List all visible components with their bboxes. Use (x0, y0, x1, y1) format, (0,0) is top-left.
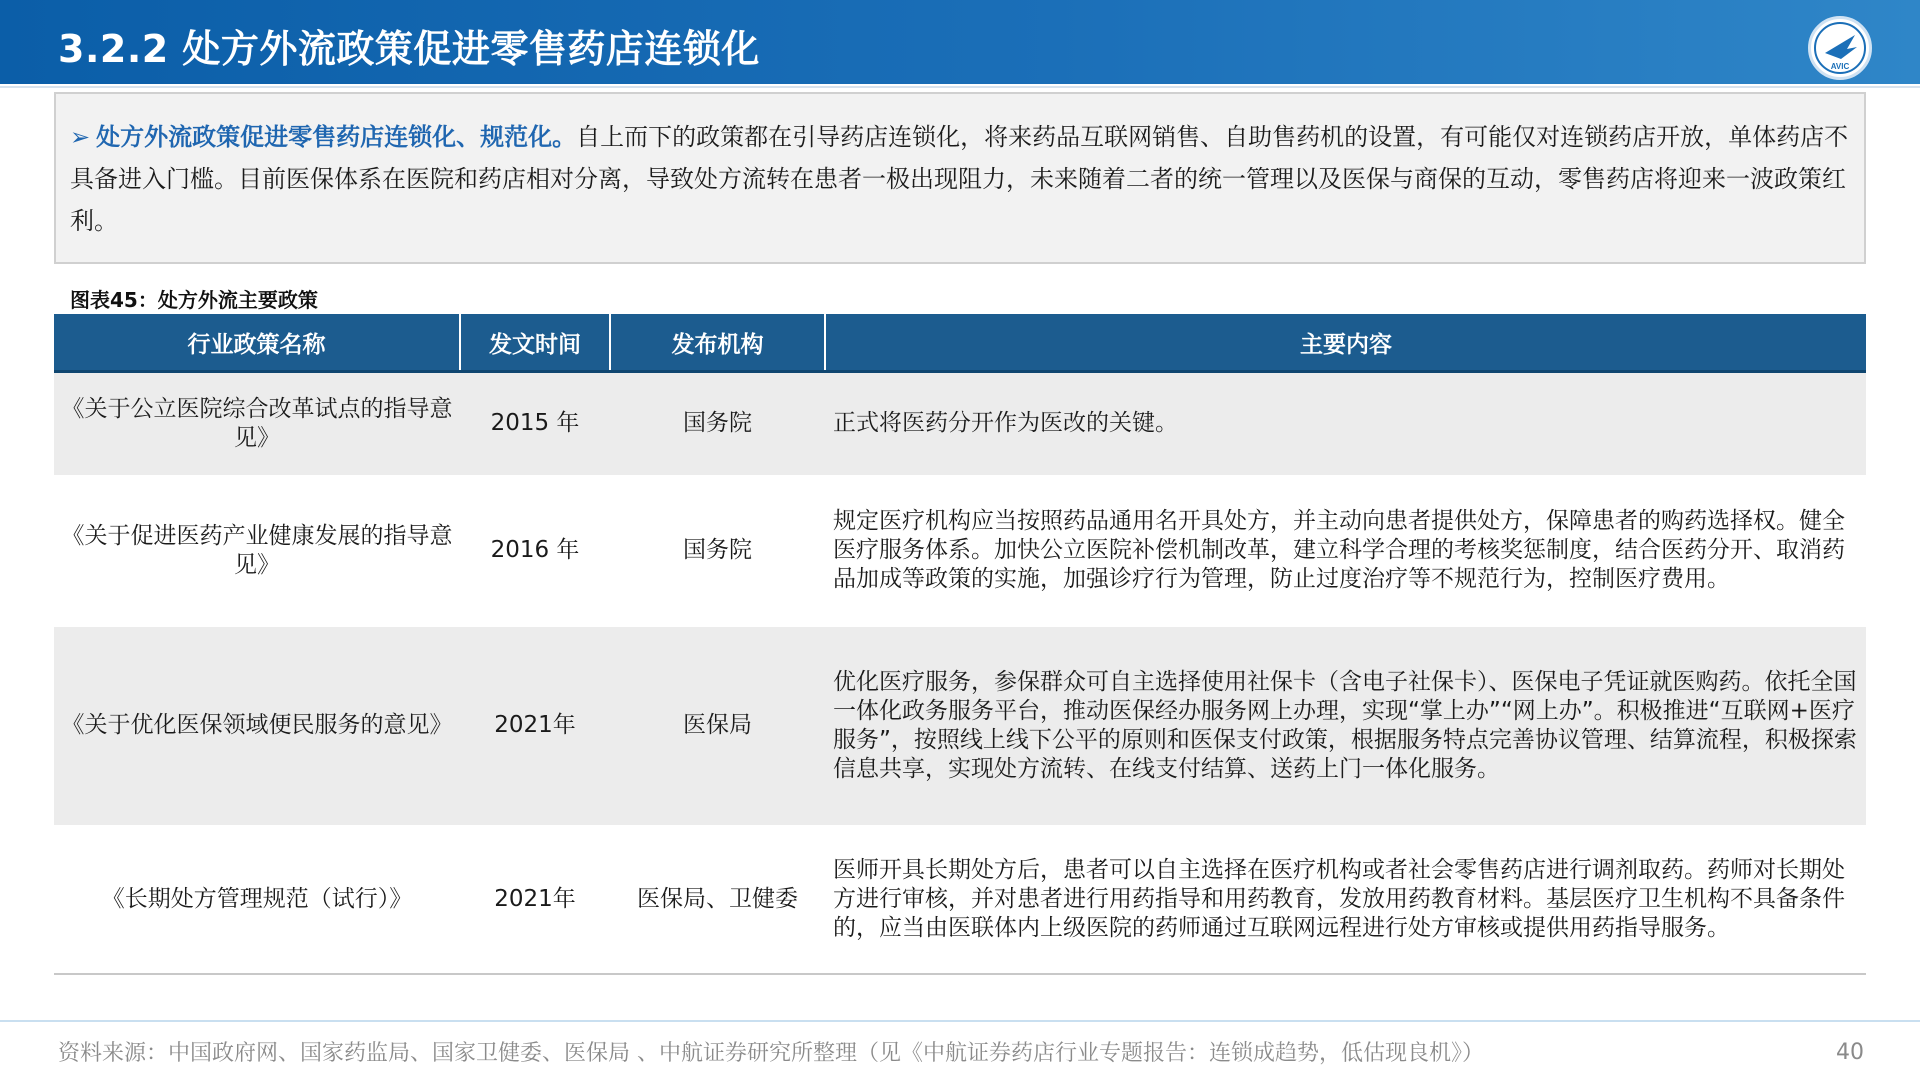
policy-date: 2015 年 (460, 372, 610, 475)
column-header-content: 主要内容 (825, 314, 1866, 372)
column-header-agency: 发布机构 (610, 314, 825, 372)
summary-box (54, 92, 1866, 264)
policy-date: 2016 年 (460, 475, 610, 627)
source-note: 资料来源：中国政府网、国家药监局、国家卫健委、医保局 、中航证券研究所整理（见《中航证券药店行业专题报告：连锁成趋势，低估现良机》） (58, 1041, 1484, 1066)
policy-agency: 国务院 (610, 372, 825, 475)
bullet-arrow-icon: ➢ (70, 123, 91, 151)
policy-name: 《关于促进医药产业健康发展的指导意见》 (54, 475, 460, 627)
policy-date: 2021年 (460, 825, 610, 975)
policy-agency: 医保局 (610, 627, 825, 825)
table-row (54, 475, 1866, 627)
column-header-date: 发文时间 (460, 314, 610, 372)
column-header-name: 行业政策名称 (54, 314, 460, 372)
table-header-row (54, 314, 1866, 372)
avic-logo-icon (1811, 19, 1869, 77)
policy-table (54, 314, 1866, 975)
policy-content: 优化医疗服务，参保群众可自主选择使用社保卡（含电子社保卡）、医保电子凭证就医购药。依托全国一体化政务服务平台，推动医保经办服务网上办理，实现“掌上办”“网上办”。积极推进“互联网+医疗服务”，按照线上线下公平的原则和医保支付政策，根据服务特点完善协议管理、结算流程，积极探索信息共享，实现处方流转、在线支付结算、送药上门一体化服务。 (825, 627, 1866, 825)
company-logo (1808, 16, 1872, 80)
policy-agency: 国务院 (610, 475, 825, 627)
policy-content: 规定医疗机构应当按照药品通用名开具处方，并主动向患者提供处方，保障患者的购药选择权。健全医疗服务体系。加快公立医院补偿机制改革，建立科学合理的考核奖惩制度，结合医药分开、取消药品加成等政策的实施，加强诊疗行为管理，防止过度治疗等不规范行为，控制医疗费用。 (825, 475, 1866, 627)
policy-name: 《关于公立医院综合改革试点的指导意见》 (54, 372, 460, 475)
policy-date: 2021年 (460, 627, 610, 825)
summary-text: 自上而下的政策都在引导药店连锁化，将来药品互联网销售、自助售药机的设置，有可能仅对连锁药店开放，单体药店不具备进入门槛。目前医保体系在医院和药店相对分离，导致处方流转在患者一极出现阻力，未来随着二者的统一管理以及医保与商保的互动，零售药店将迎来一波政策红利。 (70, 123, 1849, 235)
page-title: 3.2.2 处方外流政策促进零售药店连锁化 (58, 27, 760, 71)
table-row (54, 825, 1866, 975)
table-row (54, 372, 1866, 475)
policy-name: 《关于优化医保领域便民服务的意见》 (54, 627, 460, 825)
policy-content: 正式将医药分开作为医改的关键。 (825, 372, 1866, 475)
policy-agency: 医保局、卫健委 (610, 825, 825, 975)
policy-content: 医师开具长期处方后，患者可以自主选择在医疗机构或者社会零售药店进行调剂取药。药师对长期处方进行审核，并对患者进行用药指导和用药教育，发放用药教育材料。基层医疗卫生机构不具备条件的，应当由医联体内上级医院的药师通过互联网远程进行处方审核或提供用药指导服务。 (825, 825, 1866, 975)
policy-name: 《长期处方管理规范（试行）》 (54, 825, 460, 975)
table-bottom-rule (54, 973, 1866, 975)
table-row (54, 627, 1866, 825)
footer-divider (0, 1020, 1920, 1022)
logo-text: AVIC (1830, 62, 1850, 71)
chart-title: 图表45：处方外流主要政策 (70, 288, 318, 312)
summary-lead: 处方外流政策促进零售药店连锁化、规范化。 (96, 123, 577, 151)
page-number: 40 (1836, 1040, 1864, 1065)
title-bar (0, 0, 1920, 84)
header-divider (0, 86, 1920, 88)
